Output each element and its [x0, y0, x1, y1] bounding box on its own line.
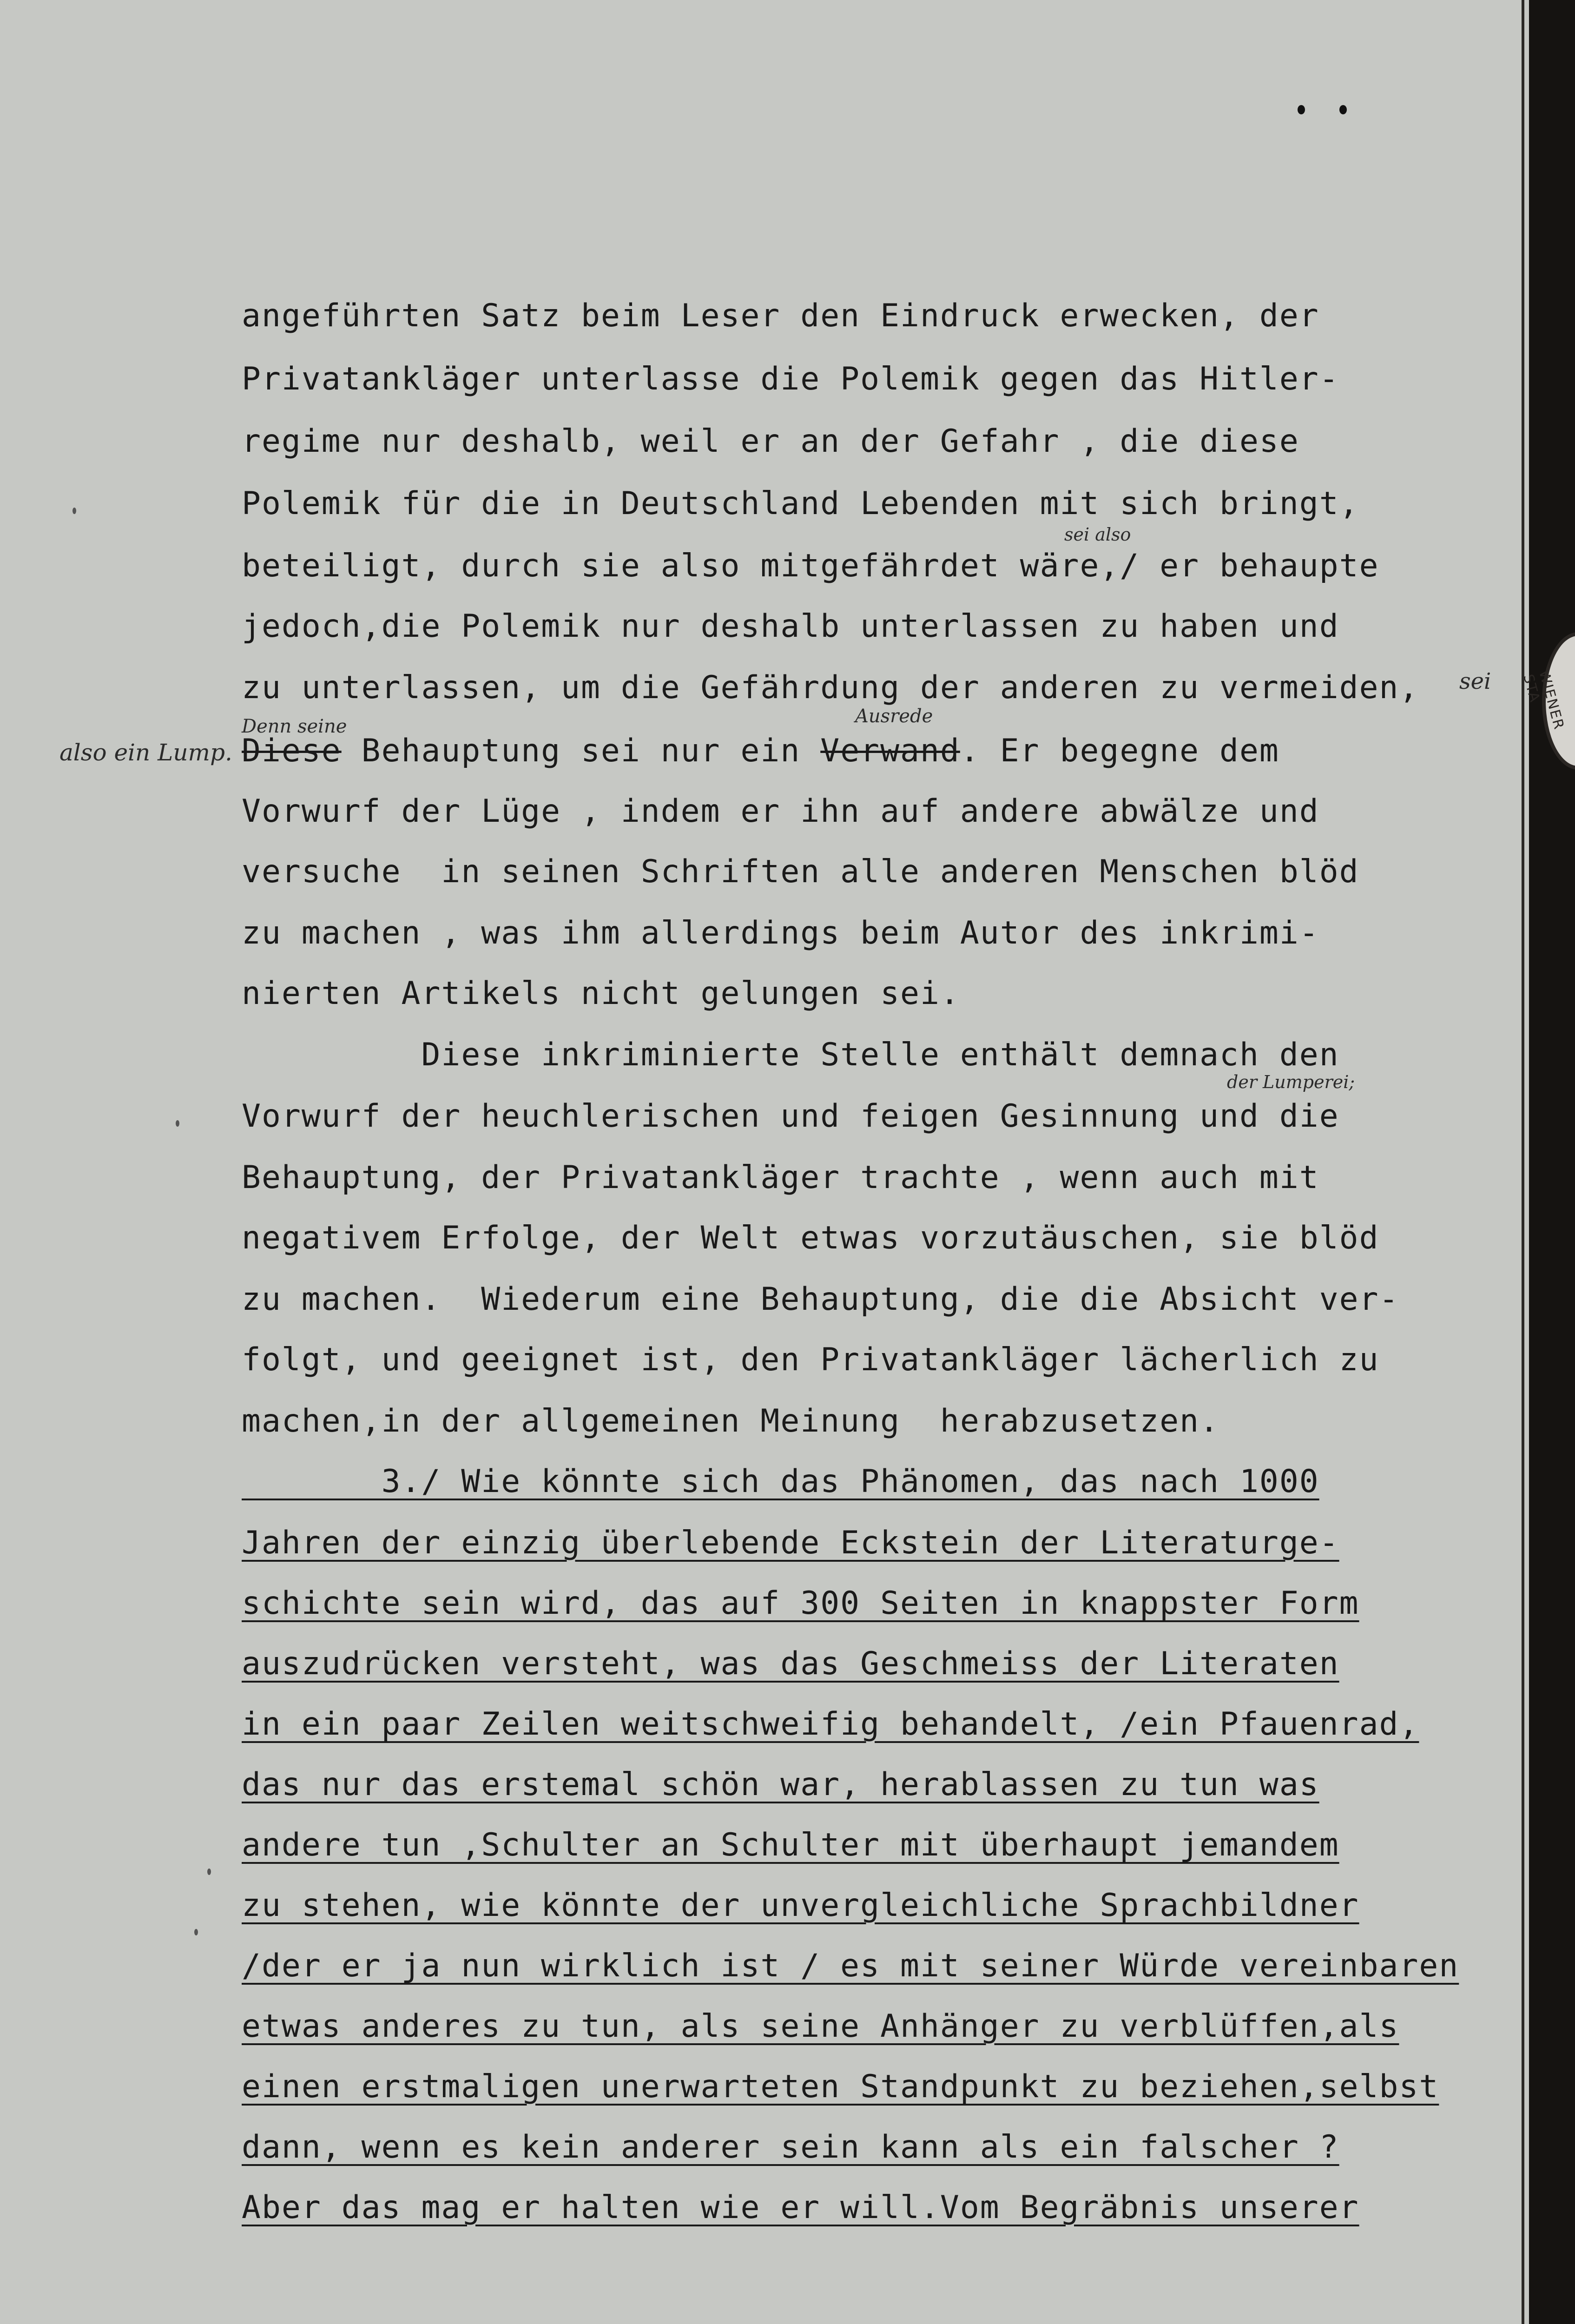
typed-line: Vorwurf der Lüge , indem er ihn auf andere abwälze und: [242, 793, 1319, 830]
paper-speck: [207, 1868, 211, 1875]
typed-line: jedoch,die Polemik nur deshalb unterlassen zu haben und: [242, 608, 1339, 645]
handwritten-insert: der Lumperei;: [1227, 1072, 1355, 1092]
paper-speck: [176, 1120, 179, 1127]
paper-speck: [194, 1929, 198, 1935]
typed-line: zu stehen, wie könnte der unvergleichliche Sprachbildner: [242, 1887, 1359, 1924]
typed-line: auszudrücken versteht, was das Geschmeiss der Literaten: [242, 1645, 1339, 1682]
typed-line: angeführten Satz beim Leser den Eindruck erwecken, der: [242, 297, 1319, 334]
typed-line: versuche in seinen Schriften alle anderen Menschen blöd: [242, 853, 1359, 890]
typed-line: etwas anderes zu tun, als seine Anhänger zu verblüffen,als: [242, 2008, 1399, 2045]
typed-line: Diese Behauptung sei nur ein Verwand. Er begegne dem: [242, 733, 1279, 769]
struck-word: Diese: [242, 733, 342, 769]
handwritten-insert: Denn seine: [242, 716, 347, 737]
handwritten-insert: sei: [1459, 668, 1491, 694]
typed-line: Jahren der einzig überlebende Eckstein der Literaturge-: [242, 1525, 1339, 1561]
page-edge: [1522, 0, 1524, 2324]
stamp-text: WIENER STA: [1520, 668, 1568, 732]
typed-line: regime nur deshalb, weil er an der Gefahr , die diese: [242, 423, 1299, 460]
typed-line: Privatankläger unterlasse die Polemik gegen das Hitler-: [242, 361, 1339, 397]
typed-line: nierten Artikels nicht gelungen sei.: [242, 975, 960, 1012]
typed-line: zu unterlassen, um die Gefährdung der anderen zu vermeiden,: [242, 669, 1419, 706]
typed-line: dann, wenn es kein anderer sein kann als ein falscher ?: [242, 2129, 1339, 2166]
struck-word: Verwand: [820, 733, 960, 769]
handwritten-insert: sei also: [1064, 524, 1131, 545]
background-strip: [1529, 0, 1575, 2324]
typed-line: schichte sein wird, das auf 300 Seiten in knappster Form: [242, 1585, 1359, 1622]
typed-line: machen,in der allgemeinen Meinung herabzusetzen.: [242, 1403, 1220, 1439]
typed-line: zu machen , was ihm allerdings beim Autor des inkrimi-: [242, 915, 1319, 951]
typed-line: das nur das erstemal schön war, herablassen zu tun was: [242, 1766, 1319, 1803]
typed-line: Diese inkriminierte Stelle enthält demnach den: [242, 1037, 1339, 1073]
typed-line: 3./ Wie könnte sich das Phänomen, das nach 1000: [242, 1463, 1319, 1500]
typed-line: Behauptung, der Privatankläger trachte , wenn auch mit: [242, 1159, 1319, 1196]
margin-note: also ein Lump.: [59, 739, 232, 766]
typed-line: folgt, und geeignet ist, den Privatankläger lächerlich zu: [242, 1341, 1379, 1378]
typed-line: /der er ja nun wirklich ist / es mit seiner Würde vereinbaren: [242, 1948, 1459, 1984]
punch-mark: [1298, 105, 1305, 114]
typed-line: beteiligt, durch sie also mitgefährdet wäre,/ er behaupte: [242, 548, 1379, 584]
typed-line: zu machen. Wiederum eine Behauptung, die die Absicht ver-: [242, 1281, 1399, 1318]
typed-line: einen erstmaligen unerwarteten Standpunkt zu beziehen,selbst: [242, 2068, 1439, 2105]
typed-line: andere tun ,Schulter an Schulter mit überhaupt jemandem: [242, 1827, 1339, 1863]
punch-mark: [1339, 105, 1347, 114]
typed-line: Vorwurf der heuchlerischen und feigen Gesinnung und die: [242, 1098, 1339, 1135]
typed-line: Polemik für die in Deutschland Lebenden mit sich bringt,: [242, 485, 1359, 522]
typed-line: negativem Erfolge, der Welt etwas vorzutäuschen, sie blöd: [242, 1220, 1379, 1256]
typed-line: Aber das mag er halten wie er will.Vom Begräbnis unserer: [242, 2189, 1359, 2226]
typed-line: in ein paar Zeilen weitschweifig behandelt, /ein Pfauenrad,: [242, 1706, 1419, 1743]
handwritten-insert: Ausrede: [855, 706, 933, 727]
paper-speck: [72, 508, 76, 514]
